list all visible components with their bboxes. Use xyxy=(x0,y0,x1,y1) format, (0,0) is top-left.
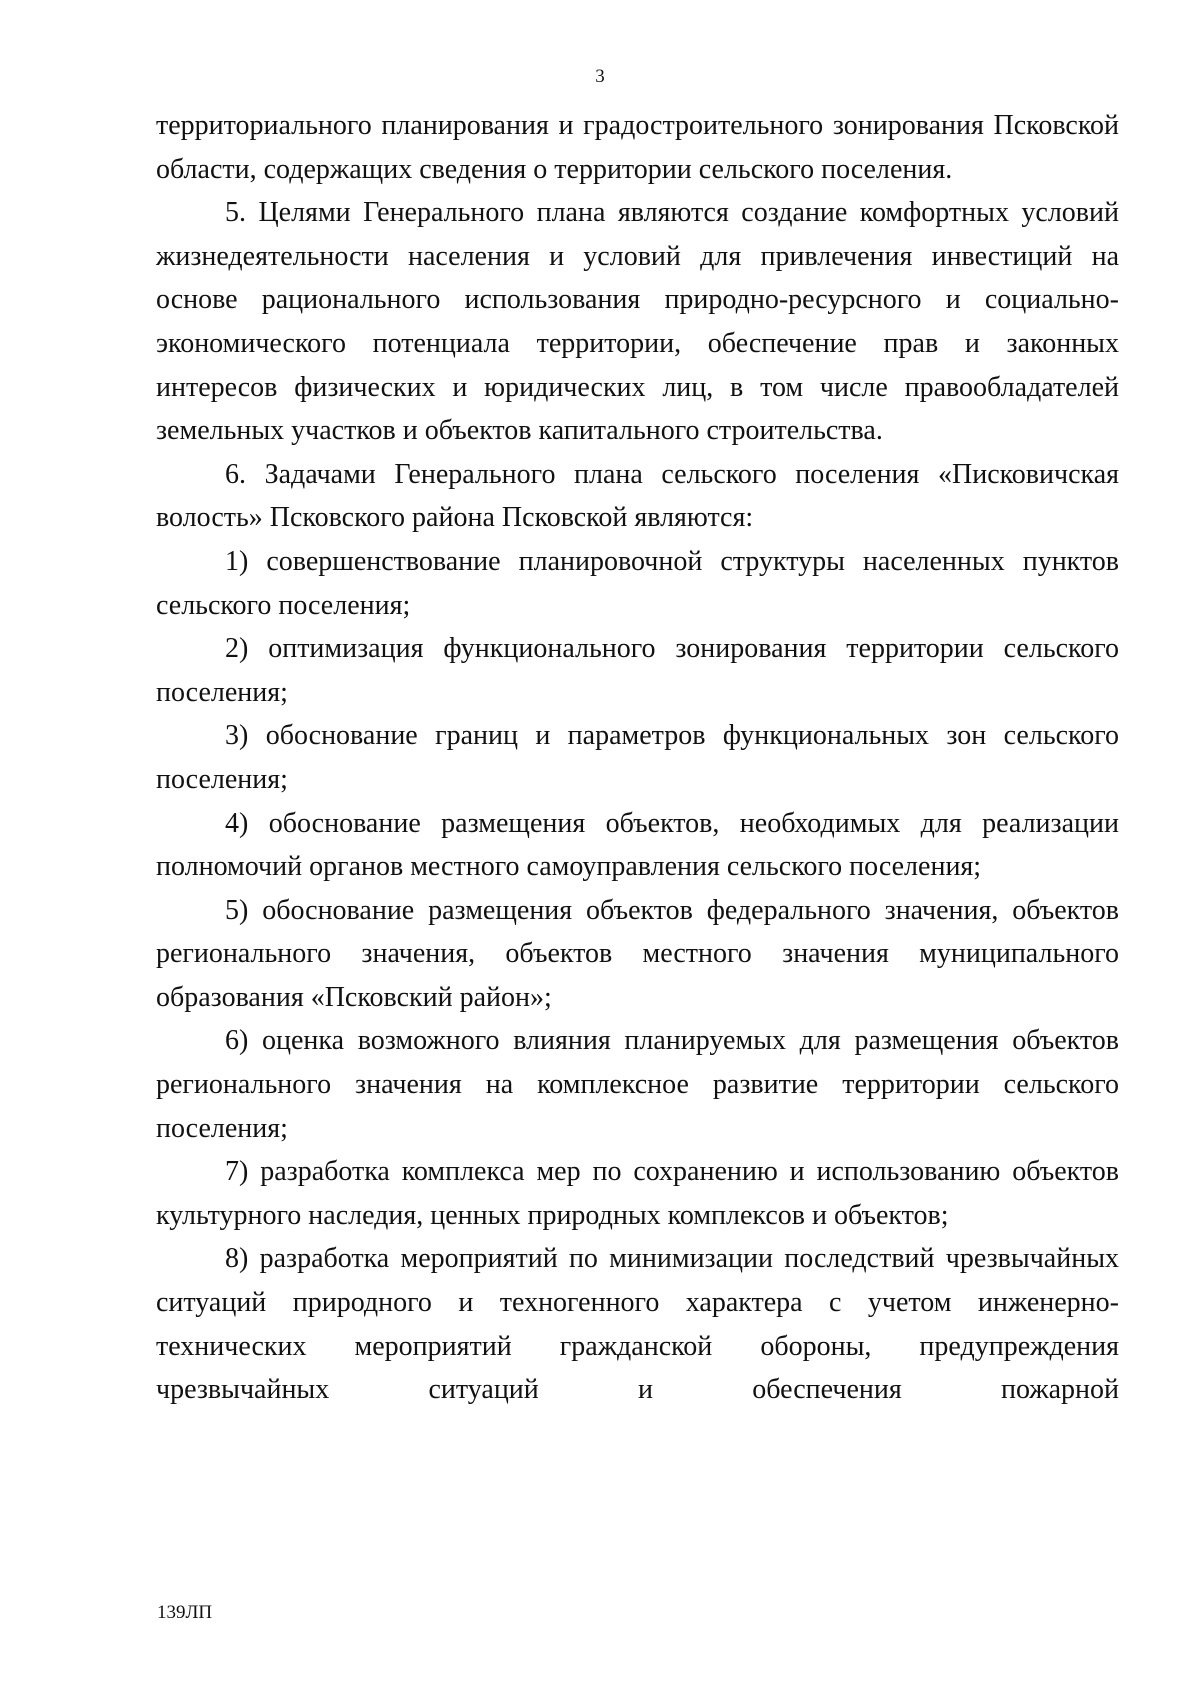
paragraph: 8) разработка мероприятий по минимизации последствий чрезвычайных ситуаций природного и техногенного характера с учетом инженерно-технических мероприятий гражданской обороны, предупреждения чрезвычайных ситуаций и обеспечения пожарной xyxy=(156,1243,1119,1406)
paragraph: 7) разработка комплекса мер по сохранению и использованию объектов культурного наследия, ценных природных комплексов и объектов; xyxy=(156,1156,1119,1231)
paragraph: 5) обоснование размещения объектов федерального значения, объектов регионального значения, объектов местного значения муниципального образования «Псковский район»; xyxy=(156,894,1119,1013)
document-code: 139ЛП xyxy=(157,1602,213,1623)
paragraph: 6. Задачами Генерального плана сельского поселения «Писковичская волость» Псковского района Псковской являются: xyxy=(156,458,1119,534)
paragraph: 5. Целями Генерального плана являются создание комфортных условий жизнедеятельности населения и условий для привлечения инвестиций на основе рационального использования природно-ресурсного и социально-экономического потенциала территории, обеспечение прав и законных интересов физических и юридических лиц, в том числе правообладателей земельных участков и объектов капитального строительства. xyxy=(156,197,1119,447)
document-body xyxy=(156,104,1119,1412)
paragraph: территориального планирования и градостроительного зонирования Псковской области, содержащих сведения о территории сельского поселения. xyxy=(156,110,1119,185)
paragraph: 6) оценка возможного влияния планируемых для размещения объектов регионального значения на комплексное развитие территории сельского поселения; xyxy=(156,1025,1119,1144)
paragraph: 4) обоснование размещения объектов, необходимых для реализации полномочий органов местного самоуправления сельского поселения; xyxy=(156,807,1119,883)
paragraph: 3) обоснование границ и параметров функциональных зон сельского поселения; xyxy=(156,720,1119,795)
paragraph: 1) совершенствование планировочной структуры населенных пунктов сельского поселения; xyxy=(156,545,1119,621)
page-number: 3 xyxy=(595,66,605,87)
paragraph: 2) оптимизация функционального зонирования территории сельского поселения; xyxy=(156,633,1119,708)
